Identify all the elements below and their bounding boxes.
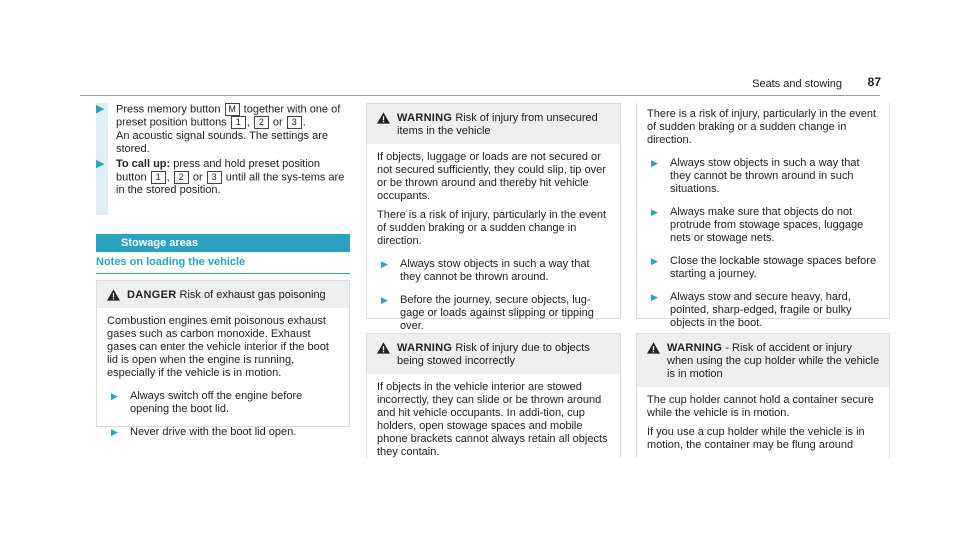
warning-bullet bbox=[377, 294, 610, 333]
step-text: . bbox=[302, 116, 306, 129]
warning-bullet bbox=[647, 255, 879, 281]
bullet-text: Always stow objects in such a way that they cannot be thrown around. bbox=[400, 258, 590, 283]
warning-label: WARNING bbox=[667, 342, 723, 354]
step-store bbox=[96, 103, 350, 156]
page-number: 87 bbox=[867, 75, 881, 89]
warning-body: If you use a cup holder while the vehicle is in motion, the container may be flung around bbox=[647, 426, 865, 451]
bullet-arrow-icon: ▶ bbox=[651, 207, 658, 217]
warning-triangle-icon bbox=[647, 342, 660, 354]
warning-box-stowed-incorrectly bbox=[366, 333, 621, 458]
position-2-button-icon: 2 bbox=[174, 171, 189, 184]
warning-label: WARNING bbox=[397, 112, 453, 124]
danger-box bbox=[96, 280, 350, 438]
danger-bullet bbox=[107, 390, 339, 416]
warning-body: There is a risk of injury, particularly in the event of sudden braking or a sudden change in direction. bbox=[647, 108, 877, 146]
step-text: , bbox=[246, 116, 253, 129]
step-text: until all the sys-tems are in the stored position. bbox=[116, 171, 345, 197]
step-note: An acoustic signal sounds. The settings are stored. bbox=[116, 129, 328, 155]
bullet-arrow-icon: ▶ bbox=[651, 256, 658, 266]
bullet-arrow-icon: ▶ bbox=[381, 295, 388, 305]
section-heading-stowage: Stowage areas bbox=[96, 234, 350, 252]
warning-triangle-icon bbox=[377, 112, 390, 124]
warning-body: The cup holder cannot hold a container secure while the vehicle is in motion. bbox=[647, 394, 874, 419]
step-call-up bbox=[96, 158, 350, 197]
bullet-text: Always stow objects in such a way that they cannot be thrown around in such situations. bbox=[670, 157, 860, 195]
position-1-button-icon: 1 bbox=[231, 116, 246, 129]
step-arrow-icon: ▶ bbox=[96, 157, 105, 170]
subheading-loading: Notes on loading the vehicle bbox=[96, 256, 350, 274]
bullet-arrow-icon: ▶ bbox=[651, 292, 658, 302]
position-3-button-icon: 3 bbox=[207, 171, 222, 184]
warning-header bbox=[367, 334, 620, 374]
step-text: together with one of preset position buttons bbox=[116, 103, 341, 129]
danger-body: Combustion engines emit poisonous exhaust gases such as carbon monoxide. Exhaust gases can enter the vehicle interior if the boot lid is open when the engine is running, especially if the vehicle is in motion. bbox=[107, 315, 329, 379]
bullet-text: Always stow and secure heavy, hard, pointed, sharp-edged, fragile or bulky objects in the boot. bbox=[670, 291, 852, 329]
bullet-arrow-icon: ▶ bbox=[381, 259, 388, 269]
warning-body: If objects in the vehicle interior are stowed incorrectly, they can slide or be thrown around and hit vehicle occupants. In addi-tion, cup holders, open stowage spaces and mobile phone brackets cannot always retain all objects they contain. bbox=[377, 381, 608, 458]
step-text: , bbox=[166, 171, 173, 184]
position-3-button-icon: 3 bbox=[287, 116, 302, 129]
step-arrow-icon: ▶ bbox=[96, 103, 105, 115]
danger-header bbox=[97, 281, 349, 308]
header-rule bbox=[80, 95, 880, 96]
memory-steps bbox=[96, 103, 350, 197]
warning-body: If objects, luggage or loads are not secured or not secured sufficiently, they could slip, tip over or be thrown around and thereby hit vehicle occupants. bbox=[377, 151, 606, 202]
warning-continuation-box bbox=[636, 103, 890, 329]
bullet-text: Never drive with the boot lid open. bbox=[130, 426, 297, 438]
bullet-text: Before the journey, secure objects, lug-gage or loads against slipping or tipping over. bbox=[400, 294, 594, 332]
bullet-arrow-icon: ▶ bbox=[111, 391, 118, 401]
bullet-text: Always make sure that objects do not protrude from stowage spaces, luggage nets or stowage nets. bbox=[670, 206, 864, 244]
step-text: Press memory button bbox=[116, 103, 224, 116]
warning-body: There is a risk of injury, particularly in the event of sudden braking or a sudden change in direction. bbox=[377, 209, 607, 247]
warning-bullet bbox=[647, 206, 879, 245]
memory-button-icon: M bbox=[225, 103, 240, 116]
bullet-text: Close the lockable stowage spaces before starting a journey. bbox=[670, 255, 877, 280]
bullet-arrow-icon: ▶ bbox=[651, 158, 658, 168]
bullet-text: Always switch off the engine before opening the boot lid. bbox=[130, 390, 303, 415]
warning-bullet bbox=[647, 157, 879, 196]
warning-bullet bbox=[377, 258, 610, 284]
warning-bullet bbox=[647, 291, 879, 330]
position-1-button-icon: 1 bbox=[151, 171, 166, 184]
header-section-title: Seats and stowing bbox=[752, 78, 842, 90]
warning-header bbox=[367, 104, 620, 144]
step-text: or bbox=[269, 116, 286, 129]
danger-bullet bbox=[107, 426, 339, 439]
warning-triangle-icon bbox=[377, 342, 390, 354]
position-2-button-icon: 2 bbox=[254, 116, 269, 129]
warning-headline: - Risk of accident or injury when using the cup holder while the vehicle is in motion bbox=[667, 342, 880, 380]
warning-triangle-icon bbox=[107, 289, 120, 301]
danger-label: DANGER bbox=[127, 289, 177, 301]
step-text: or bbox=[189, 171, 206, 184]
danger-headline: Risk of exhaust gas poisoning bbox=[179, 289, 326, 301]
bullet-arrow-icon: ▶ bbox=[111, 427, 118, 437]
warning-headline: Risk of injury due to objects being stowed incorrectly bbox=[397, 342, 590, 367]
warning-box-cup-holder bbox=[636, 333, 890, 458]
warning-box-unsecured bbox=[366, 103, 621, 332]
warning-header bbox=[637, 334, 889, 387]
warning-label: WARNING bbox=[397, 342, 453, 354]
warning-headline: Risk of injury from unsecured items in the vehicle bbox=[397, 112, 598, 137]
step-lead: To call up: bbox=[116, 157, 171, 170]
step-text: press and hold preset position button bbox=[116, 157, 321, 184]
